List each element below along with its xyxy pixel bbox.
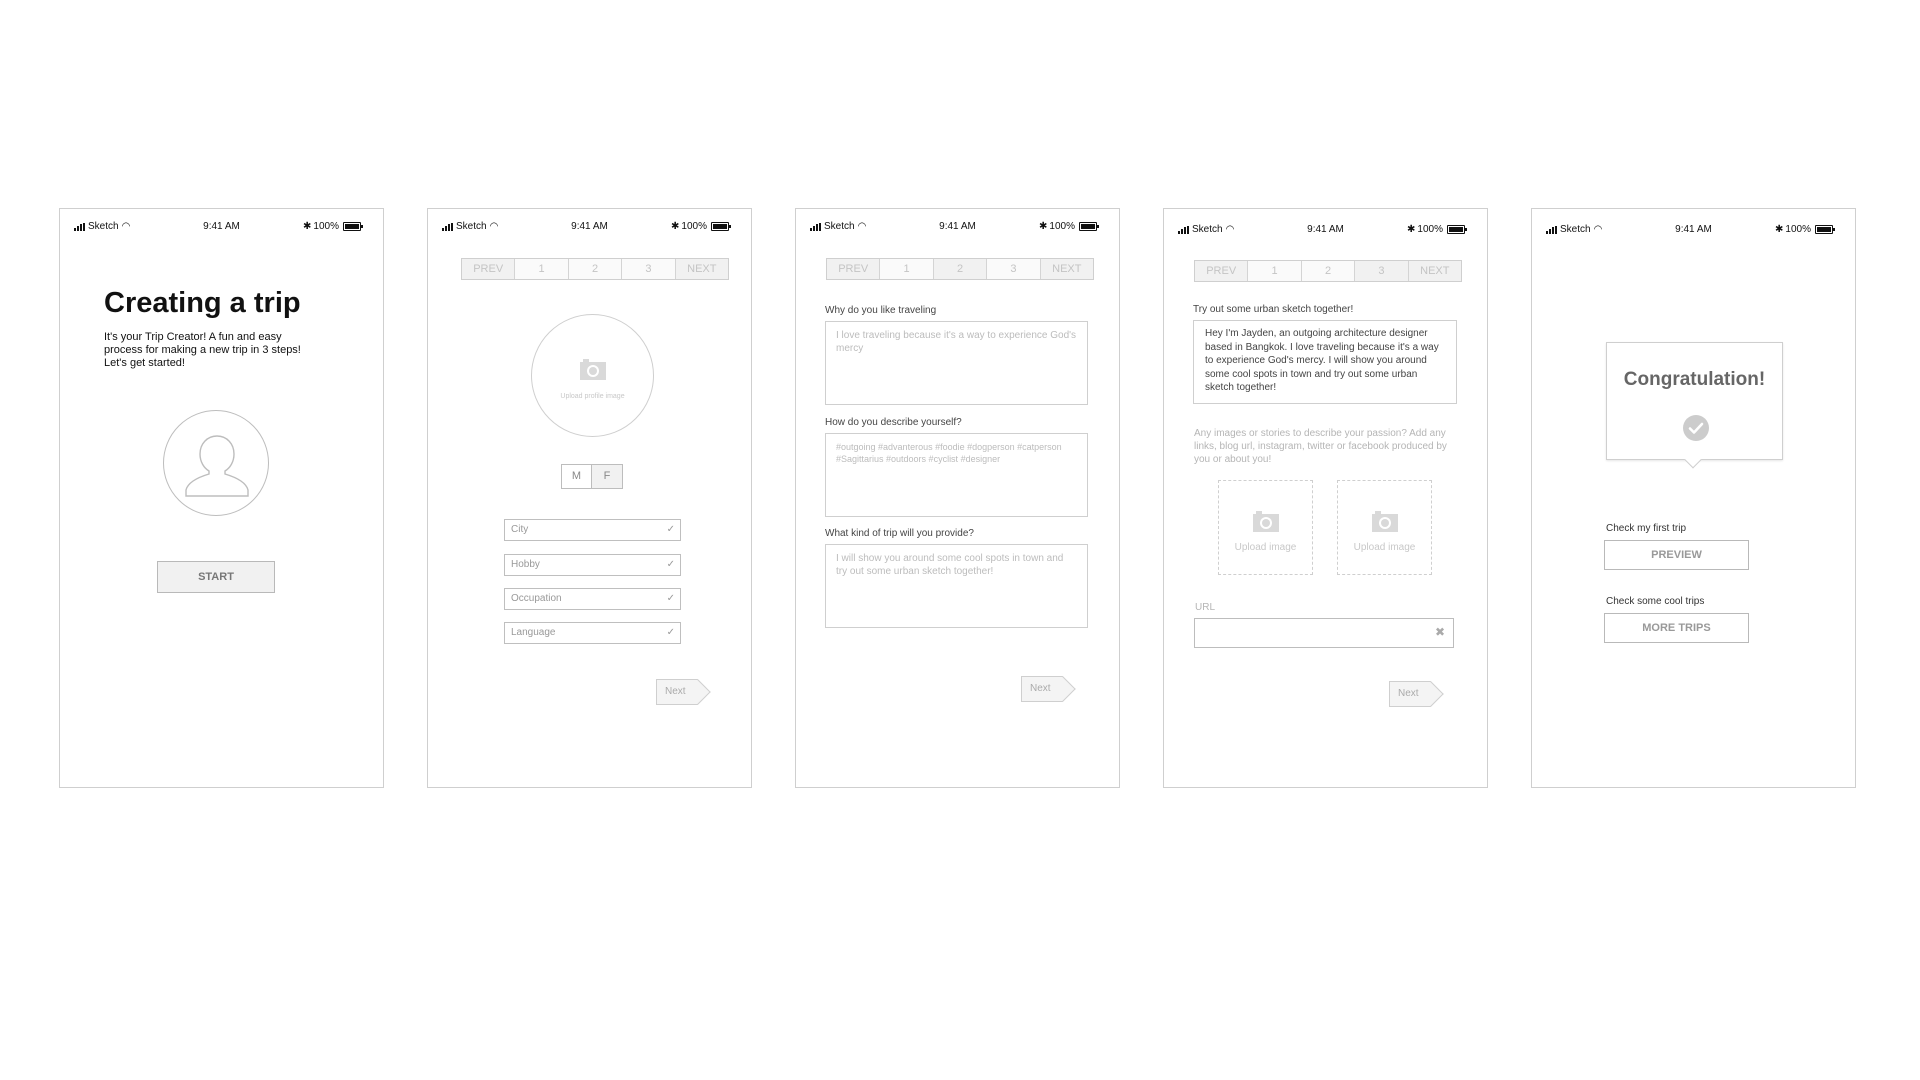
status-time: 9:41 AM	[571, 221, 608, 232]
status-bar	[428, 221, 751, 235]
battery-percent: 100%	[681, 221, 707, 232]
upload-image-label: Upload image	[1353, 542, 1416, 553]
camera-icon	[1252, 511, 1280, 533]
upload-image-label: Upload image	[1234, 542, 1297, 553]
step-indicator	[826, 258, 1094, 280]
battery-percent: 100%	[313, 221, 339, 232]
carrier-label: Sketch	[456, 221, 487, 232]
check-first-trip-label: Check my first trip	[1606, 523, 1687, 534]
status-time: 9:41 AM	[1675, 224, 1712, 235]
trip-description-input[interactable]: Hey I'm Jayden, an outgoing architecture designer based in Bangkok. I love traveling because it's a way to experience God's mercy. I will show you around some cool spots in town and try out some urban sketch together!	[1193, 320, 1457, 404]
stepper-step-1[interactable]: 1	[1248, 261, 1301, 281]
screen-step1-profile	[427, 208, 752, 788]
next-button[interactable]	[1021, 676, 1063, 702]
carrier-label: Sketch	[1560, 224, 1591, 235]
stepper-prev[interactable]: PREV	[462, 259, 515, 279]
start-button[interactable]: START	[157, 561, 275, 593]
bluetooth-icon: ✱	[671, 221, 680, 232]
status-time: 9:41 AM	[1307, 224, 1344, 235]
bluetooth-icon: ✱	[303, 221, 312, 232]
check-cool-trips-label: Check some cool trips	[1606, 596, 1705, 607]
stepper-step-3[interactable]: 3	[622, 259, 675, 279]
avatar	[163, 410, 269, 516]
battery-icon	[1447, 225, 1465, 234]
user-silhouette-icon	[164, 411, 269, 516]
carrier-label: Sketch	[1192, 224, 1223, 235]
language-select-label: Language	[511, 627, 556, 638]
card-pointer	[1685, 452, 1702, 469]
why-travel-input[interactable]: I love traveling because it's a way to experience God's mercy	[825, 321, 1088, 405]
next-button-label: Next	[1398, 688, 1419, 699]
wifi-icon: ◠	[121, 221, 131, 232]
check-icon: ✓	[666, 627, 675, 638]
camera-icon	[579, 359, 607, 381]
congrats-title: Congratulation!	[1623, 369, 1766, 390]
more-trips-button[interactable]: MORE TRIPS	[1604, 613, 1749, 643]
language-select[interactable]	[504, 622, 681, 644]
battery-icon	[1079, 222, 1097, 231]
wifi-icon: ◠	[1225, 224, 1235, 235]
checkmark-circle-icon	[1682, 414, 1710, 442]
next-button-label: Next	[1030, 683, 1051, 694]
city-select[interactable]	[504, 519, 681, 541]
status-time: 9:41 AM	[203, 221, 240, 232]
stepper-prev[interactable]: PREV	[1195, 261, 1248, 281]
wifi-icon: ◠	[1593, 224, 1603, 235]
gender-option-f[interactable]: F	[592, 464, 623, 489]
camera-icon	[1371, 511, 1399, 533]
stepper-prev[interactable]: PREV	[827, 259, 880, 279]
battery-percent: 100%	[1049, 221, 1075, 232]
wifi-icon: ◠	[857, 221, 867, 232]
check-icon: ✓	[666, 524, 675, 535]
gender-toggle	[561, 464, 623, 489]
screen-trip-created	[1531, 208, 1856, 788]
screen-create-trip-intro	[59, 208, 384, 788]
battery-icon	[1815, 225, 1833, 234]
screen-step3-details	[1163, 208, 1488, 788]
battery-icon	[343, 222, 361, 231]
wifi-icon: ◠	[489, 221, 499, 232]
battery-icon	[711, 222, 729, 231]
page-title: Creating a trip	[104, 287, 301, 319]
upload-image-slot-2[interactable]	[1337, 480, 1432, 575]
stepper-step-1[interactable]: 1	[880, 259, 933, 279]
url-label: URL	[1195, 602, 1216, 613]
battery-percent: 100%	[1417, 224, 1443, 235]
trip-kind-input[interactable]: I will show you around some cool spots in town and try out some urban sketch together!	[825, 544, 1088, 628]
city-select-label: City	[511, 524, 529, 535]
status-bar	[796, 221, 1119, 235]
preview-button[interactable]: PREVIEW	[1604, 540, 1749, 570]
step-indicator	[461, 258, 729, 280]
why-travel-label: Why do you like traveling	[825, 305, 937, 316]
status-bar	[1532, 224, 1855, 238]
hobby-select-label: Hobby	[511, 559, 540, 570]
media-prompt: Any images or stories to describe your passion? Add any links, blog url, instagram, twitter or facebook produced by you or about you!	[1194, 428, 1447, 465]
stepper-step-3[interactable]: 3	[1355, 261, 1408, 281]
trip-kind-label: What kind of trip will you provide?	[825, 528, 974, 539]
url-input[interactable]	[1194, 618, 1454, 648]
stepper-next[interactable]: NEXT	[1052, 263, 1082, 275]
stepper-step-2[interactable]: 2	[1302, 261, 1355, 281]
status-bar	[1164, 224, 1487, 238]
next-button[interactable]	[1389, 681, 1431, 707]
screen-step2-about	[795, 208, 1120, 788]
bluetooth-icon: ✱	[1407, 224, 1416, 235]
check-icon: ✓	[666, 559, 675, 570]
bluetooth-icon: ✱	[1775, 224, 1784, 235]
describe-yourself-label: How do you describe yourself?	[825, 417, 962, 428]
check-icon: ✓	[666, 593, 675, 604]
next-button-label: Next	[665, 686, 686, 697]
upload-image-slot-1[interactable]	[1218, 480, 1313, 575]
status-time: 9:41 AM	[939, 221, 976, 232]
stepper-next[interactable]: NEXT	[687, 263, 717, 275]
trip-title-label: Try out some urban sketch together!	[1193, 304, 1354, 315]
carrier-label: Sketch	[824, 221, 855, 232]
occupation-select[interactable]	[504, 588, 681, 610]
next-button[interactable]	[656, 679, 698, 705]
status-bar	[60, 221, 383, 235]
upload-profile-label: Upload profile image	[560, 393, 625, 400]
describe-yourself-input[interactable]: #outgoing #advanterous #foodie #dogperson #catperson #Sagittarius #outdoors #cyclist #designer	[825, 433, 1088, 517]
upload-profile-image[interactable]	[531, 314, 654, 437]
step-indicator	[1194, 260, 1462, 282]
stepper-step-1[interactable]: 1	[515, 259, 568, 279]
battery-percent: 100%	[1785, 224, 1811, 235]
intro-description: It's your Trip Creator! A fun and easy process for making a new trip in 3 steps! Let's get started!	[104, 331, 301, 369]
gender-option-m[interactable]: M	[561, 464, 592, 489]
stepper-step-3[interactable]: 3	[987, 259, 1040, 279]
bluetooth-icon: ✱	[1039, 221, 1048, 232]
stepper-step-2[interactable]: 2	[934, 259, 987, 279]
carrier-label: Sketch	[88, 221, 119, 232]
hobby-select[interactable]	[504, 554, 681, 576]
stepper-next[interactable]: NEXT	[1420, 265, 1450, 277]
occupation-select-label: Occupation	[511, 593, 562, 604]
congrats-card	[1606, 342, 1783, 460]
stepper-step-2[interactable]: 2	[569, 259, 622, 279]
clear-icon[interactable]: ✖	[1434, 625, 1445, 639]
